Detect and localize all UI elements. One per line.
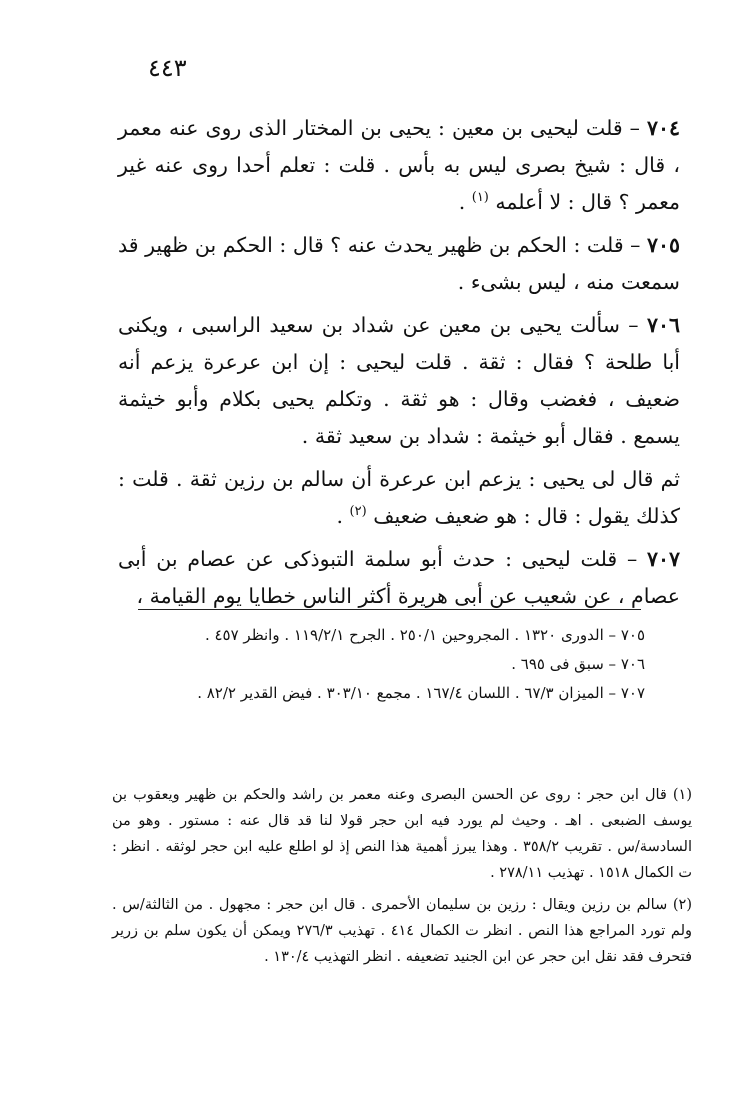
entry-704 [118,110,680,221]
entry-number: ٧٠٦ [646,313,680,337]
entry-705 [118,227,680,301]
footnote-2: (٢) سالم بن رزين ويقال : رزين بن سليمان الأحمرى . قال ابن حجر : مجهول . من الثالثة/س . ولم تورد المراجع هذا النص . انظر ت الكمال ٤١٤ . تهذيب ٢٧٦/٣ ويمكن أن يكون سلم بن زرير فتحرف فقد نقل ابن حجر عن ابن الجنيد تضعيفه . انظر التهذيب ١٣٠/٤ . [112,897,692,965]
source-line: ٧٠٦ – سبق فى ٦٩٥ . [511,655,645,673]
source-line: ٧٠٥ – الدورى ١٣٢٠ . المجروحين ٢٥٠/١ . الجرح ١١٩/٢/١ . وانظر ٤٥٧ . [204,626,645,644]
entry-text: – قلت : الحكم بن ظهير يحدث عنه ؟ قال : الحكم بن ظهير قد سمعت منه ، ليس بشىء . [118,233,680,294]
entry-text: – قلت ليحيى : حدث أبو سلمة التبوذكى عن عصام بن أبى عصام ، عن شعيب عن أبى هريرة أكثر الناس خطايا يوم القيامة ، [118,547,680,608]
entry-number: ٧٠٥ [646,233,680,257]
footnotes [112,782,692,976]
entry-text: ثم قال لى يحيى : يزعم ابن عرعرة أن سالم بن رزين ثقة . قلت : كذلك يقول : قال : هو ضعيف ضعيف [118,467,680,528]
entry-text: – سألت يحيى بن معين عن شداد بن سعيد الراسبى ، ويكنى أبا طلحة ؟ فقال : ثقة . قلت ليحيى : إن ابن عرعرة يزعم أنه ضعيف ، فغضب وقال : هو ثقة . وتكلم يحيى بكلام وأبو خيثمة يسمع . فقال أبو خيثمة : شداد بن سعيد ثقة . [118,313,680,448]
footnote-divider [138,609,641,610]
entry-number: ٧٠٤ [646,116,680,140]
entry-tail: . [336,504,350,528]
main-text [118,110,680,621]
footnote-ref: (٢) [349,504,367,520]
entry-707 [118,541,680,615]
footnote-1: (١) قال ابن حجر : روى عن الحسن البصرى وعنه معمر بن راشد والحكم بن ظهير ويعقوب بن يوسف الضبعى . اهـ . وحيث لم يورد فيه ابن حجر قولا لنا قد قال عنه : مستور . وهو من السادسة/س . تقريب ٣٥٨/٢ . وهذا يبرز أهمية هذا النص إذ لو اطلع عليه ابن حجر لوثقه . انظر : ت الكمال ١٥١٨ . تهذيب ٢٧٨/١١ . [112,787,692,881]
sources-list [118,622,645,709]
entry-text: – قلت ليحيى بن معين : يحيى بن المختار الذى روى عنه معمر ، قال : شيخ بصرى ليس به بأس . قلت : تعلم أحدا روى عنه غير معمر ؟ قال : لا أعلمه [118,116,680,214]
entry-number: ٧٠٧ [646,547,680,571]
entry-tail: . [458,190,472,214]
page-number: ٤٤٣ [148,54,187,82]
source-line: ٧٠٧ – الميزان ٦٧/٣ . اللسان ١٦٧/٤ . مجمع ٣٠٣/١٠ . فيض القدير ٨٢/٢ . [197,684,645,702]
footnote-ref: (١) [471,190,489,206]
entry-706 [118,307,680,455]
entry-706-continued [118,461,680,535]
